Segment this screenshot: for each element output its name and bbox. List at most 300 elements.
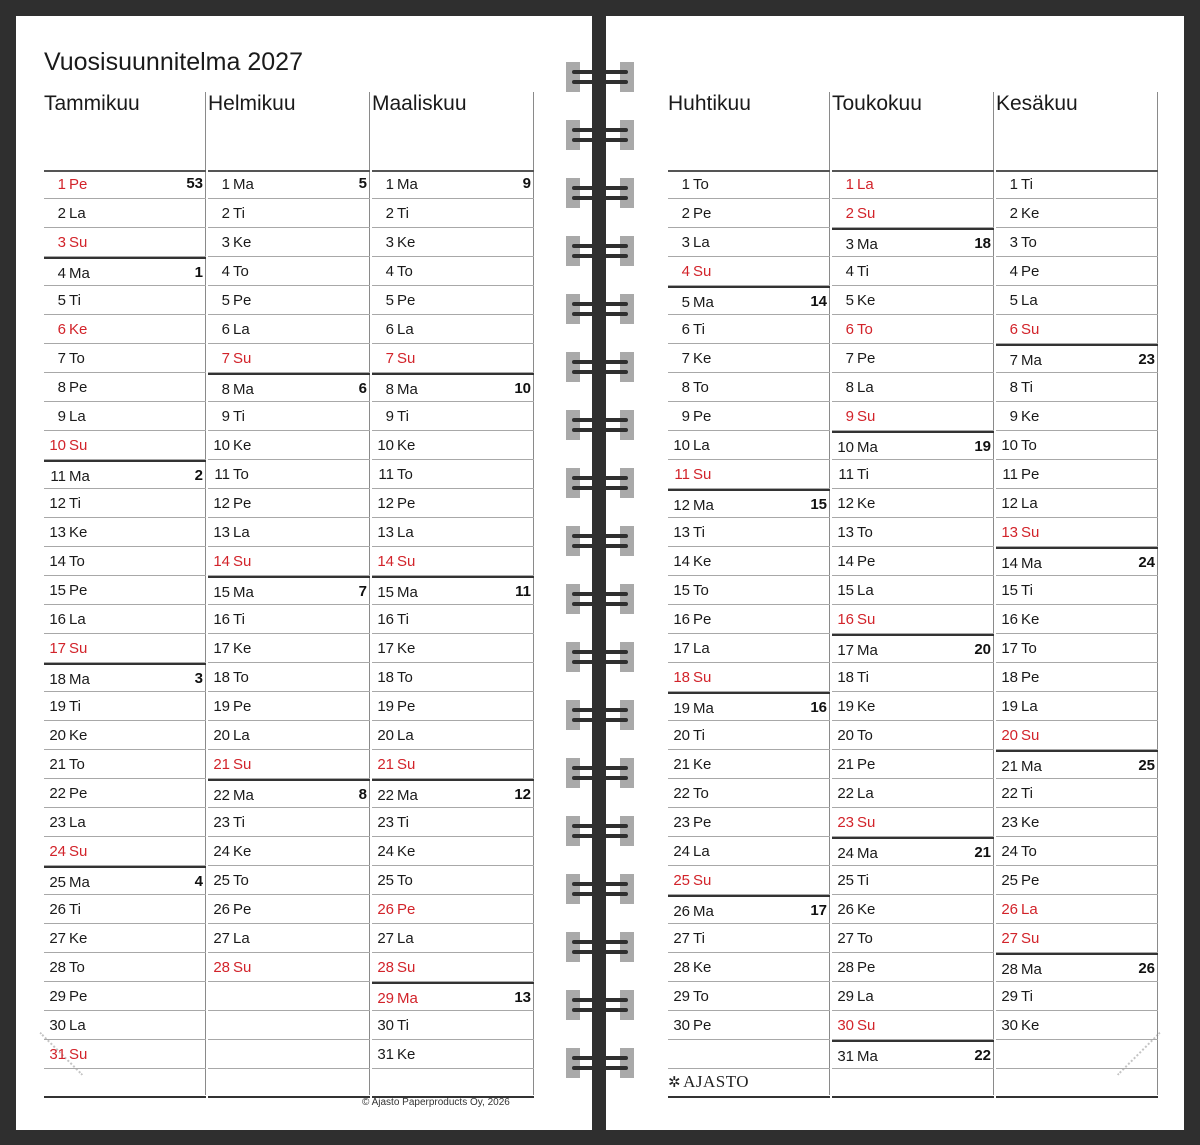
day-row[interactable] — [668, 402, 830, 431]
day-row[interactable] — [996, 808, 1158, 837]
day-row[interactable] — [44, 315, 206, 344]
day-row[interactable] — [372, 170, 534, 199]
weekday-label: To — [397, 669, 413, 686]
day-row[interactable] — [208, 750, 370, 779]
weekday-label: To — [857, 321, 873, 338]
day-row[interactable] — [372, 199, 534, 228]
day-row[interactable] — [996, 315, 1158, 344]
day-row[interactable] — [668, 634, 830, 663]
weekday-label: To — [693, 582, 709, 599]
day-row[interactable] — [372, 663, 534, 692]
day-row[interactable] — [208, 721, 370, 750]
day-row[interactable] — [832, 170, 994, 199]
weekday-label: To — [233, 466, 249, 483]
day-number: 2 — [681, 205, 690, 222]
weekday-label: Pe — [693, 205, 712, 222]
day-row[interactable] — [832, 750, 994, 779]
day-row[interactable] — [372, 286, 534, 315]
weekday-label: Ma — [233, 787, 254, 804]
day-number: 28 — [49, 959, 66, 976]
day-row[interactable] — [832, 518, 994, 547]
day-number: 31 — [837, 1048, 854, 1065]
day-row[interactable] — [668, 779, 830, 808]
day-row[interactable] — [832, 1011, 994, 1040]
day-row[interactable] — [832, 402, 994, 431]
day-row[interactable] — [372, 750, 534, 779]
day-row[interactable] — [832, 373, 994, 402]
day-row[interactable] — [996, 982, 1158, 1011]
day-row[interactable] — [372, 837, 534, 866]
day-number: 24 — [49, 843, 66, 860]
day-row[interactable] — [832, 576, 994, 605]
day-row[interactable] — [372, 605, 534, 634]
day-row[interactable] — [996, 460, 1158, 489]
weekday-label: La — [857, 379, 874, 396]
day-number: 18 — [837, 669, 854, 686]
weekday-label: Su — [857, 611, 876, 628]
day-row[interactable] — [372, 344, 534, 373]
binding-ring — [566, 874, 634, 904]
empty-row — [208, 1011, 370, 1040]
day-row[interactable] — [996, 286, 1158, 315]
day-row[interactable] — [44, 460, 206, 489]
day-row[interactable] — [832, 634, 994, 663]
day-number: 13 — [837, 524, 854, 541]
day-row[interactable] — [668, 460, 830, 489]
day-number: 13 — [49, 524, 66, 541]
day-row[interactable] — [208, 953, 370, 982]
day-number: 19 — [49, 698, 66, 715]
weekday-label: Pe — [233, 698, 252, 715]
day-row[interactable] — [996, 953, 1158, 982]
week-number: 15 — [810, 496, 827, 513]
day-row[interactable] — [996, 257, 1158, 286]
day-row[interactable] — [44, 257, 206, 286]
day-row[interactable] — [44, 866, 206, 895]
day-row[interactable] — [372, 866, 534, 895]
day-row[interactable] — [996, 344, 1158, 373]
weekday-label: Ti — [69, 292, 81, 309]
day-row[interactable] — [44, 1040, 206, 1069]
day-row[interactable] — [996, 576, 1158, 605]
day-row[interactable] — [372, 315, 534, 344]
day-row[interactable] — [208, 779, 370, 808]
day-number: 17 — [49, 640, 66, 657]
day-row[interactable] — [44, 924, 206, 953]
weekday-label: Ti — [69, 495, 81, 512]
day-row[interactable] — [668, 286, 830, 315]
day-row[interactable] — [44, 373, 206, 402]
day-row[interactable] — [832, 837, 994, 866]
day-number: 25 — [377, 872, 394, 889]
day-row[interactable] — [208, 547, 370, 576]
day-number: 16 — [673, 611, 690, 628]
day-number: 17 — [673, 640, 690, 657]
day-row[interactable] — [996, 228, 1158, 257]
day-row[interactable] — [832, 431, 994, 460]
day-number: 11 — [214, 466, 230, 483]
day-row[interactable] — [208, 460, 370, 489]
weekday-label: Su — [857, 408, 876, 425]
day-row[interactable] — [372, 518, 534, 547]
day-row[interactable] — [668, 518, 830, 547]
day-row[interactable] — [372, 779, 534, 808]
day-row[interactable] — [668, 692, 830, 721]
week-number: 2 — [194, 467, 203, 484]
day-row[interactable] — [668, 547, 830, 576]
weekday-label: La — [1021, 292, 1038, 309]
day-row[interactable] — [372, 576, 534, 605]
day-number: 27 — [837, 930, 854, 947]
weekday-label: Ma — [397, 787, 418, 804]
day-row[interactable] — [996, 547, 1158, 576]
day-row[interactable] — [996, 518, 1158, 547]
day-row[interactable] — [372, 1040, 534, 1069]
notes-row[interactable] — [372, 1069, 534, 1098]
day-row[interactable] — [44, 779, 206, 808]
day-row[interactable] — [44, 576, 206, 605]
weekday-label: Pe — [69, 785, 88, 802]
weekday-label: Su — [693, 872, 712, 889]
day-row[interactable] — [832, 228, 994, 257]
weekday-label: To — [233, 669, 249, 686]
day-row[interactable] — [832, 199, 994, 228]
day-number: 18 — [673, 669, 690, 686]
day-number: 15 — [377, 584, 394, 601]
day-number: 15 — [837, 582, 854, 599]
weekday-label: Ma — [233, 584, 254, 601]
day-number: 18 — [377, 669, 394, 686]
brand-logo — [668, 1072, 749, 1092]
month-column — [44, 92, 206, 1095]
day-row[interactable] — [44, 170, 206, 199]
day-row[interactable] — [832, 257, 994, 286]
day-row[interactable] — [44, 489, 206, 518]
day-row[interactable] — [44, 837, 206, 866]
day-number: 29 — [377, 990, 394, 1007]
day-number: 15 — [213, 584, 230, 601]
weekday-label: To — [69, 350, 85, 367]
weekday-label: Ti — [1021, 582, 1033, 599]
weekday-label: Su — [69, 1046, 88, 1063]
day-row[interactable] — [832, 547, 994, 576]
day-row[interactable] — [208, 518, 370, 547]
day-row[interactable] — [668, 837, 830, 866]
day-number: 22 — [377, 787, 394, 804]
day-number: 17 — [213, 640, 230, 657]
day-row[interactable] — [44, 1011, 206, 1040]
binding-ring — [566, 642, 634, 672]
day-row[interactable] — [372, 228, 534, 257]
day-row[interactable] — [44, 895, 206, 924]
day-row[interactable] — [996, 489, 1158, 518]
weekday-label: Ma — [69, 671, 90, 688]
empty-row — [208, 982, 370, 1011]
day-row[interactable] — [44, 402, 206, 431]
day-row[interactable] — [208, 663, 370, 692]
day-row[interactable] — [372, 634, 534, 663]
weekday-label: Ma — [857, 642, 878, 659]
day-row[interactable] — [996, 373, 1158, 402]
day-row[interactable] — [208, 315, 370, 344]
weekday-label: Su — [69, 843, 88, 860]
day-row[interactable] — [44, 344, 206, 373]
day-row[interactable] — [832, 924, 994, 953]
weekday-label: Pe — [857, 350, 876, 367]
day-row[interactable] — [44, 953, 206, 982]
day-number: 12 — [1001, 495, 1018, 512]
binding-ring — [566, 236, 634, 266]
day-row[interactable] — [668, 866, 830, 895]
day-row[interactable] — [372, 460, 534, 489]
day-row[interactable] — [668, 315, 830, 344]
day-row[interactable] — [372, 895, 534, 924]
day-row[interactable] — [832, 779, 994, 808]
day-row[interactable] — [832, 692, 994, 721]
day-number: 23 — [673, 814, 690, 831]
day-row[interactable] — [668, 924, 830, 953]
day-number: 1 — [1009, 176, 1018, 193]
day-row[interactable] — [44, 750, 206, 779]
day-row[interactable] — [996, 750, 1158, 779]
notes-row[interactable] — [832, 1069, 994, 1098]
day-row[interactable] — [668, 982, 830, 1011]
day-row[interactable] — [44, 518, 206, 547]
day-row[interactable] — [372, 257, 534, 286]
day-row[interactable] — [668, 489, 830, 518]
day-row[interactable] — [996, 837, 1158, 866]
notes-row[interactable] — [996, 1069, 1158, 1098]
day-row[interactable] — [208, 924, 370, 953]
day-row[interactable] — [44, 286, 206, 315]
weekday-label: To — [397, 872, 413, 889]
day-number: 23 — [213, 814, 230, 831]
day-row[interactable] — [668, 750, 830, 779]
weekday-label: Ke — [693, 756, 712, 773]
day-row[interactable] — [996, 402, 1158, 431]
weekday-label: Ke — [397, 843, 416, 860]
day-number: 18 — [1001, 669, 1018, 686]
day-number: 29 — [49, 988, 66, 1005]
day-row[interactable] — [996, 199, 1158, 228]
day-row[interactable] — [996, 431, 1158, 460]
day-row[interactable] — [372, 1011, 534, 1040]
day-row[interactable] — [208, 402, 370, 431]
day-row[interactable] — [372, 924, 534, 953]
day-row[interactable] — [208, 837, 370, 866]
day-row[interactable] — [832, 489, 994, 518]
day-number: 25 — [837, 872, 854, 889]
day-row[interactable] — [832, 953, 994, 982]
day-row[interactable] — [996, 779, 1158, 808]
day-row[interactable] — [44, 547, 206, 576]
day-row[interactable] — [996, 634, 1158, 663]
day-row[interactable] — [372, 431, 534, 460]
day-row[interactable] — [832, 663, 994, 692]
day-number: 14 — [377, 553, 394, 570]
day-row[interactable] — [44, 808, 206, 837]
day-row[interactable] — [832, 808, 994, 837]
day-number: 26 — [1001, 901, 1018, 918]
day-row[interactable] — [832, 895, 994, 924]
day-row[interactable] — [996, 605, 1158, 634]
day-row[interactable] — [44, 431, 206, 460]
day-number: 24 — [1001, 843, 1018, 860]
weekday-label: Ti — [857, 872, 869, 889]
day-row[interactable] — [372, 721, 534, 750]
day-row[interactable] — [668, 663, 830, 692]
day-row[interactable] — [208, 605, 370, 634]
day-number: 27 — [49, 930, 66, 947]
day-row[interactable] — [208, 634, 370, 663]
day-row[interactable] — [208, 344, 370, 373]
day-row[interactable] — [996, 1011, 1158, 1040]
day-row[interactable] — [372, 808, 534, 837]
day-row[interactable] — [668, 373, 830, 402]
day-number: 10 — [49, 437, 66, 454]
weekday-label: Ma — [233, 381, 254, 398]
day-number: 31 — [49, 1046, 66, 1063]
day-row[interactable] — [832, 1040, 994, 1069]
day-row[interactable] — [372, 373, 534, 402]
day-row[interactable] — [208, 286, 370, 315]
day-row[interactable] — [372, 692, 534, 721]
day-row[interactable] — [996, 866, 1158, 895]
weekday-label: Ma — [397, 176, 418, 193]
weekday-label: Ma — [857, 845, 878, 862]
day-row[interactable] — [996, 663, 1158, 692]
day-row[interactable] — [668, 228, 830, 257]
day-row[interactable] — [832, 460, 994, 489]
day-number: 27 — [673, 930, 690, 947]
empty-row — [208, 1040, 370, 1069]
day-row[interactable] — [44, 605, 206, 634]
binding-ring — [566, 352, 634, 382]
day-row[interactable] — [832, 315, 994, 344]
weekday-label: Ma — [69, 265, 90, 282]
day-row[interactable] — [996, 692, 1158, 721]
day-row[interactable] — [832, 721, 994, 750]
weekday-label: La — [233, 727, 250, 744]
notes-row[interactable] — [44, 1069, 206, 1098]
day-row[interactable] — [832, 344, 994, 373]
day-number: 6 — [57, 321, 66, 338]
day-row[interactable] — [372, 402, 534, 431]
day-number: 16 — [1001, 611, 1018, 628]
weekday-label: Pe — [233, 901, 252, 918]
day-number: 7 — [681, 350, 690, 367]
day-row[interactable] — [44, 663, 206, 692]
day-row[interactable] — [372, 547, 534, 576]
month-name: Maaliskuu — [372, 92, 467, 115]
weekday-label: La — [693, 843, 710, 860]
weekday-label: Ke — [397, 1046, 416, 1063]
day-row[interactable] — [668, 576, 830, 605]
day-row[interactable] — [668, 953, 830, 982]
day-row[interactable] — [44, 692, 206, 721]
weekday-label: La — [1021, 901, 1038, 918]
empty-row — [668, 1040, 830, 1069]
day-number: 3 — [221, 234, 230, 251]
day-row[interactable] — [668, 895, 830, 924]
day-row[interactable] — [44, 721, 206, 750]
day-row[interactable] — [208, 866, 370, 895]
day-number: 26 — [673, 903, 690, 920]
day-row[interactable] — [668, 199, 830, 228]
weekday-label: Pe — [397, 901, 416, 918]
day-number: 19 — [1001, 698, 1018, 715]
notes-row[interactable] — [208, 1069, 370, 1098]
day-row[interactable] — [996, 924, 1158, 953]
day-row[interactable] — [208, 808, 370, 837]
day-number: 12 — [213, 495, 230, 512]
day-number: 23 — [49, 814, 66, 831]
day-row[interactable] — [832, 286, 994, 315]
day-row[interactable] — [44, 199, 206, 228]
day-number: 20 — [837, 727, 854, 744]
day-row[interactable] — [372, 982, 534, 1011]
day-row[interactable] — [208, 576, 370, 605]
binding-ring — [566, 178, 634, 208]
weekday-label: Pe — [857, 756, 876, 773]
day-row[interactable] — [208, 228, 370, 257]
day-row[interactable] — [372, 489, 534, 518]
day-row[interactable] — [668, 605, 830, 634]
day-row[interactable] — [996, 170, 1158, 199]
day-row[interactable] — [668, 808, 830, 837]
day-row[interactable] — [208, 199, 370, 228]
day-row[interactable] — [996, 721, 1158, 750]
day-number: 23 — [1001, 814, 1018, 831]
day-row[interactable] — [372, 953, 534, 982]
day-row[interactable] — [208, 489, 370, 518]
day-row[interactable] — [832, 982, 994, 1011]
weekday-label: Pe — [857, 553, 876, 570]
weekday-label: Ke — [397, 437, 416, 454]
day-row[interactable] — [44, 634, 206, 663]
weekday-label: Pe — [693, 408, 712, 425]
day-row[interactable] — [208, 692, 370, 721]
day-number: 2 — [385, 205, 394, 222]
day-row[interactable] — [668, 1011, 830, 1040]
day-number: 3 — [681, 234, 690, 251]
day-row[interactable] — [44, 228, 206, 257]
weekday-label: Su — [693, 263, 712, 280]
day-row[interactable] — [208, 170, 370, 199]
day-row[interactable] — [44, 982, 206, 1011]
day-row[interactable] — [668, 431, 830, 460]
weekday-label: Ti — [69, 901, 81, 918]
day-row[interactable] — [208, 373, 370, 402]
day-row[interactable] — [208, 257, 370, 286]
weekday-label: Ma — [397, 584, 418, 601]
day-row[interactable] — [668, 344, 830, 373]
weekday-label: La — [1021, 495, 1038, 512]
week-number: 13 — [514, 989, 531, 1006]
weekday-label: La — [1021, 698, 1038, 715]
day-row[interactable] — [208, 431, 370, 460]
day-row[interactable] — [996, 895, 1158, 924]
day-row[interactable] — [832, 866, 994, 895]
day-row[interactable] — [668, 257, 830, 286]
weekday-label: Ma — [857, 439, 878, 456]
day-number: 13 — [377, 524, 394, 541]
day-number: 21 — [49, 756, 66, 773]
day-row[interactable] — [208, 895, 370, 924]
day-row[interactable] — [668, 170, 830, 199]
day-row[interactable] — [832, 605, 994, 634]
day-row[interactable] — [668, 721, 830, 750]
